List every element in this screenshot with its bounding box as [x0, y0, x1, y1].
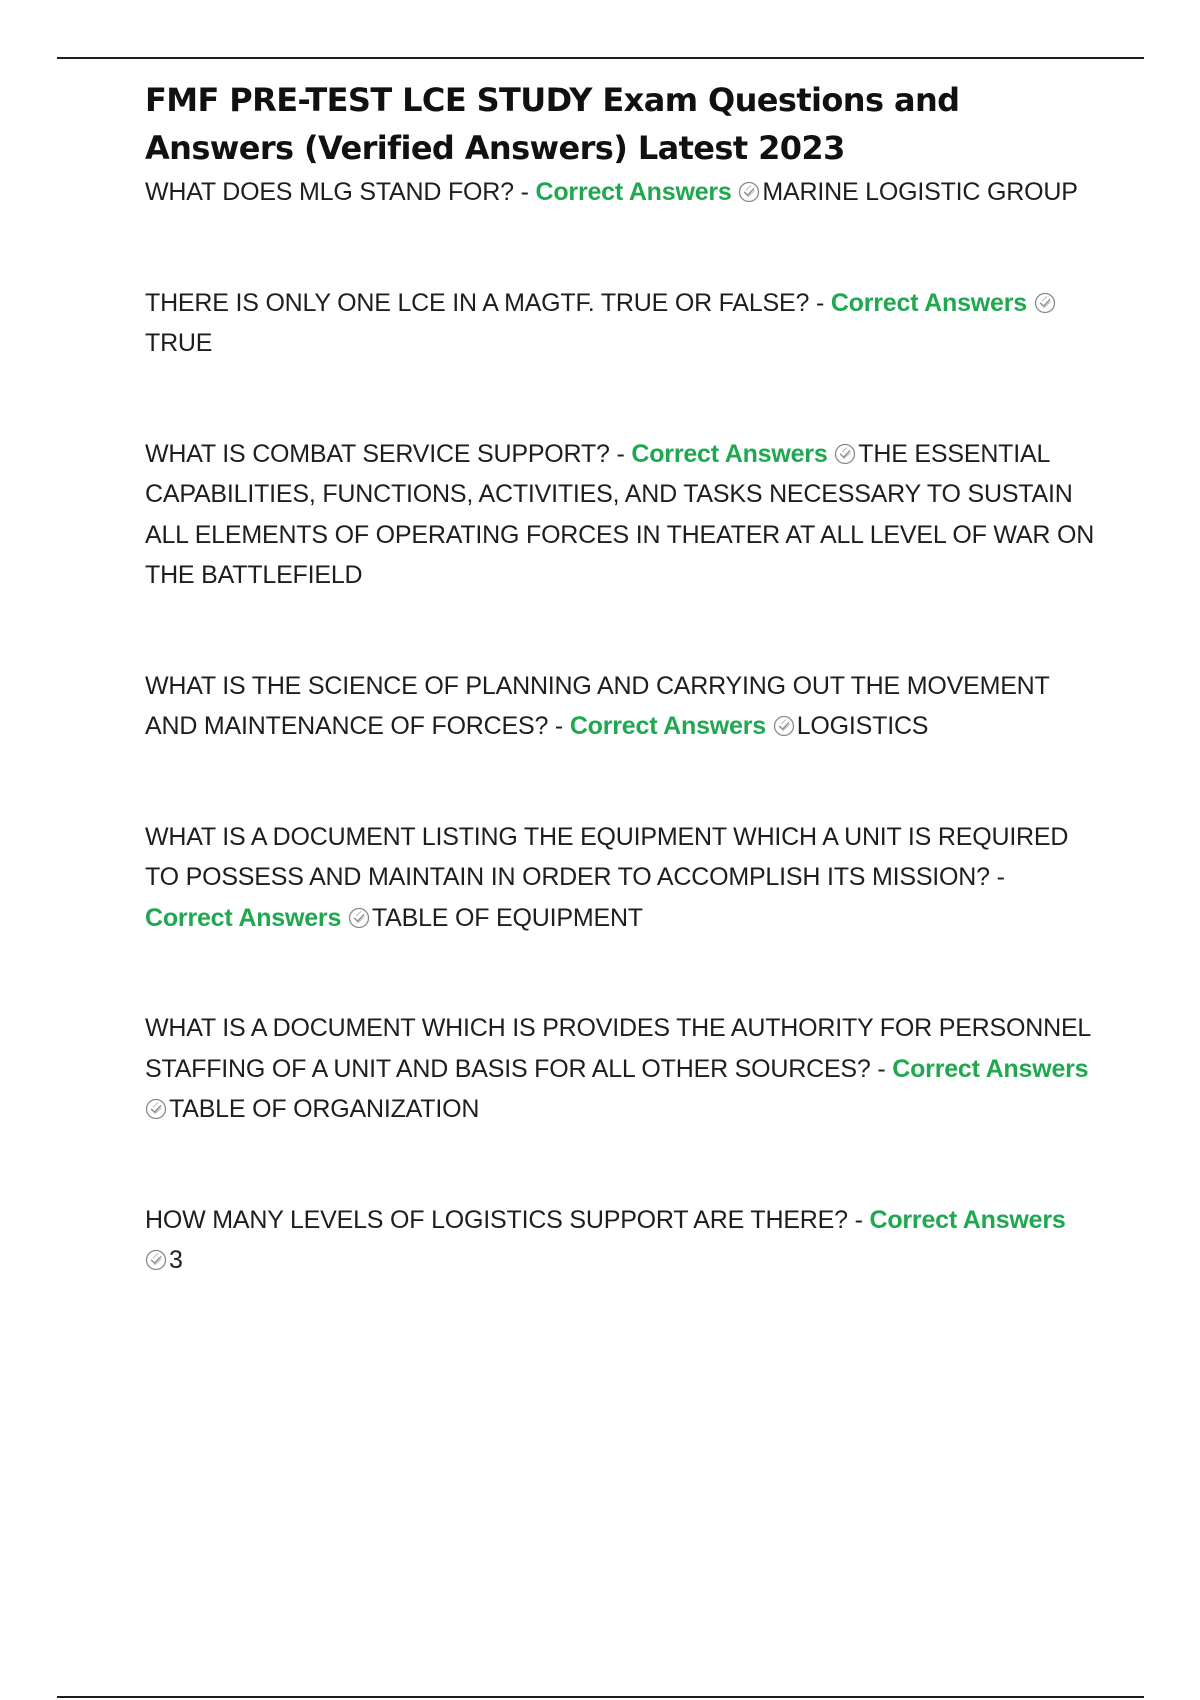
correct-answers-label: Correct Answers: [869, 1205, 1066, 1234]
answer-text: 3: [169, 1246, 183, 1274]
question-text: WHAT DOES MLG STAND FOR?: [145, 178, 514, 206]
qa-item: [145, 434, 1095, 596]
qa-item: [145, 666, 1095, 747]
check-circle-icon: [145, 1249, 167, 1271]
correct-answers-label: Correct Answers: [535, 178, 732, 206]
answer-text: TABLE OF EQUIPMENT: [371, 903, 643, 932]
answer-text: LOGISTICS: [796, 712, 929, 740]
answer-text: MARINE LOGISTIC GROUP: [762, 178, 1078, 206]
correct-answers-label: Correct Answers: [145, 903, 342, 932]
question-text: WHAT IS A DOCUMENT LISTING THE EQUIPMENT WHICH A UNIT IS REQUIRED TO POSSESS AND MAINTAIN IN ORDER TO ACCOMPLISH ITS MISSION?: [145, 822, 1069, 891]
check-circle-icon: [773, 715, 795, 737]
question-text: THERE IS ONLY ONE LCE IN A MAGTF. TRUE OR FALSE?: [145, 288, 810, 317]
separator: -: [809, 288, 831, 317]
question-text: WHAT IS THE SCIENCE OF PLANNING AND CARRYING OUT THE MOVEMENT AND MAINTENANCE OF FORCES?: [145, 671, 1050, 740]
check-circle-icon: [738, 181, 760, 203]
check-circle-icon: [145, 1098, 167, 1120]
answer-text: TRUE: [145, 329, 213, 357]
separator: -: [609, 439, 632, 468]
qa-item: [145, 1008, 1095, 1130]
separator: -: [548, 712, 570, 740]
answer-text: THE ESSENTIAL CAPABILITIES, FUNCTIONS, ACTIVITIES, AND TASKS NECESSARY TO SUSTAIN ALL ELEMENTS OF OPERATING FORCES IN THEATER AT ALL LEVEL OF WAR ON THE BATTLEFIELD: [145, 439, 1095, 589]
qa-item: [145, 172, 1095, 213]
qa-list: [145, 172, 1095, 1281]
separator: -: [870, 1054, 893, 1083]
question-text: WHAT IS COMBAT SERVICE SUPPORT?: [145, 439, 610, 468]
qa-item: [145, 817, 1095, 939]
qa-item: [145, 283, 1095, 364]
qa-item: [145, 1200, 1095, 1281]
question-text: HOW MANY LEVELS OF LOGISTICS SUPPORT ARE THERE?: [145, 1205, 848, 1234]
correct-answers-label: Correct Answers: [569, 712, 766, 740]
question-text: WHAT IS A DOCUMENT WHICH IS PROVIDES THE AUTHORITY FOR PERSONNEL STAFFING OF A UNIT AND BASIS FOR ALL OTHER SOURCES?: [145, 1014, 1091, 1083]
separator: -: [513, 178, 536, 206]
top-rule: [57, 57, 1144, 59]
page-title: FMF PRE-TEST LCE STUDY Exam Questions and Answers (Verified Answers) Latest 2023: [145, 81, 960, 167]
separator: -: [847, 1205, 870, 1234]
check-circle-icon: [1034, 292, 1056, 314]
correct-answers-label: Correct Answers: [631, 439, 828, 468]
check-circle-icon: [348, 907, 370, 929]
check-circle-icon: [834, 443, 856, 465]
document-body: [145, 76, 1095, 1351]
bottom-rule: [57, 1696, 1144, 1698]
correct-answers-label: Correct Answers: [892, 1054, 1089, 1083]
correct-answers-label: Correct Answers: [830, 288, 1027, 317]
answer-text: TABLE OF ORGANIZATION: [169, 1095, 480, 1123]
separator: -: [989, 863, 1005, 891]
